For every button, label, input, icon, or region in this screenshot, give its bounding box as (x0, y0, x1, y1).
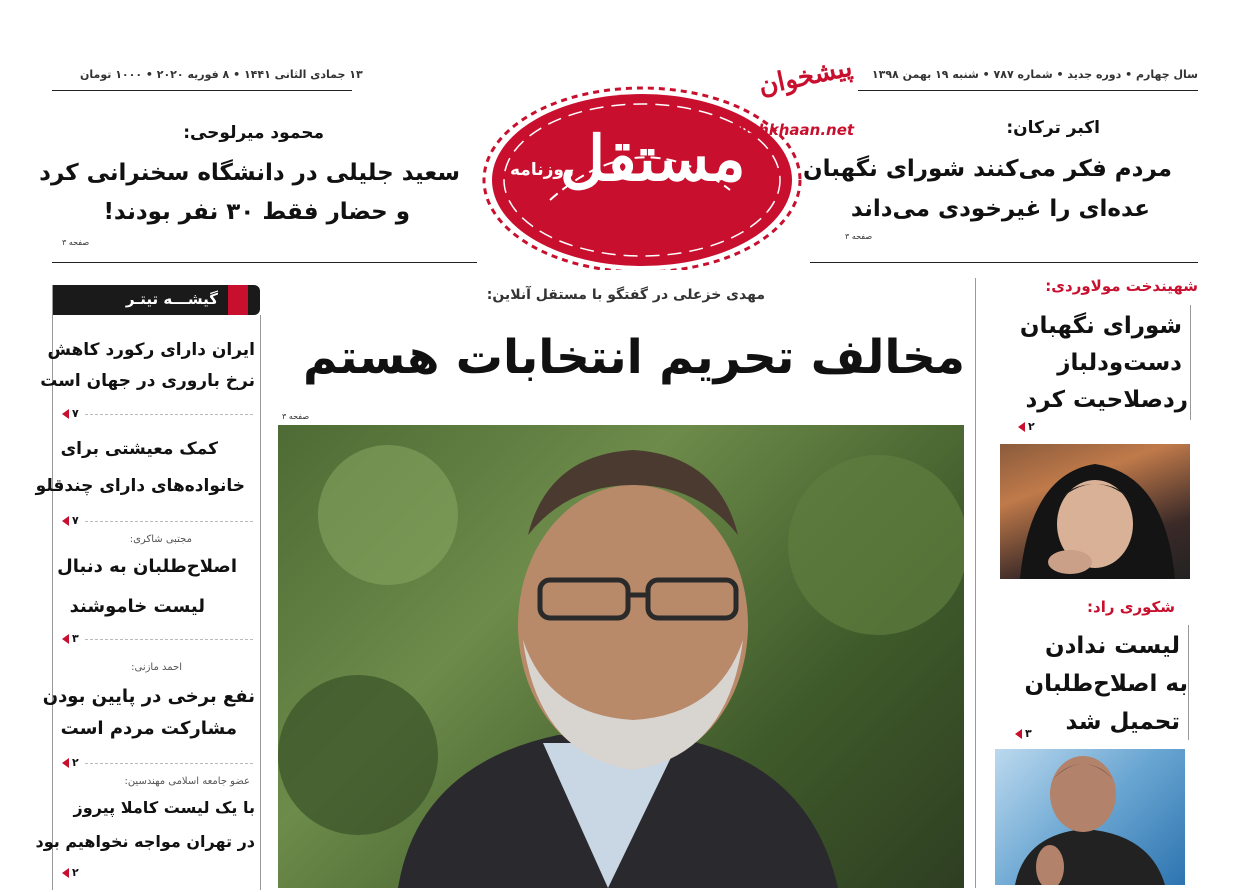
main-kicker: مهدی خزعلی در گفتگو با مستقل آنلاین: (486, 287, 765, 303)
right-item2-side-rule (1188, 625, 1189, 740)
top-left-author: محمود میرلوحی: (183, 123, 324, 143)
right-item2-line1: لیست ندادن (1044, 633, 1180, 659)
portrait-icon (1000, 444, 1190, 579)
section-header-accent (228, 285, 248, 315)
left-item-3-line1: نفع برخی در پایین بودن (42, 686, 255, 707)
left-item-0-page-number: ۷ (72, 407, 79, 420)
top-right-headline-2: عده‌ای را غیرخودی می‌داند (850, 196, 1150, 222)
left-item-0-page (62, 407, 79, 420)
left-item-1-divider (85, 521, 253, 522)
main-headline: مخالف تحریم انتخابات هستم (302, 330, 965, 385)
main-page-ref: صفحه ۳ (282, 412, 310, 421)
left-item-3-page (62, 756, 79, 769)
top-right-author: اکبر ترکان: (1006, 118, 1100, 138)
left-item-3-author: احمد مازنی: (131, 662, 182, 673)
left-item-2-line2: لیست خاموشند (69, 596, 205, 617)
page-pointer-icon (62, 409, 69, 419)
left-item-4-line2: در تهران مواجه نخواهیم بود (35, 832, 255, 851)
left-item-2-line1: اصلاح‌طلبان به دنبال (57, 556, 237, 577)
left-item-4-author: عضو جامعه اسلامی مهندسین: (124, 776, 250, 787)
left-item-3-divider (85, 763, 253, 764)
watermark-url: Pishkhaan.net (733, 121, 855, 139)
left-item-1-page (62, 514, 79, 527)
top-right-headline-1: مردم فکر می‌کنند شورای نگهبان (802, 156, 1172, 182)
top-right-page-ref: صفحه ۳ (845, 232, 873, 241)
left-item-2-page (62, 632, 79, 645)
right-item1-line2: دست‌ودلباز (1057, 350, 1182, 376)
portrait-icon (995, 749, 1185, 885)
right-item2-line2: به اصلاح‌طلبان (1024, 671, 1188, 697)
right-item2-line3: تحمیل شد (1065, 709, 1180, 735)
right-item2-page-number: ۳ (1025, 727, 1032, 740)
rule-top-right-bottom (810, 262, 1198, 263)
main-photo (278, 425, 964, 888)
rule-top-right (858, 90, 1198, 91)
page-pointer-icon (1015, 729, 1022, 739)
right-item1-page-number: ۲ (1028, 420, 1035, 433)
section-title: گیشـــه تیتـر (125, 290, 218, 308)
left-item-3-line2: مشارکت مردم است (60, 718, 237, 739)
right-item1-page (1018, 420, 1035, 433)
page-pointer-icon (62, 758, 69, 768)
left-item-0-divider (85, 414, 253, 415)
left-item-2-author: مجتبی شاکری: (129, 534, 192, 545)
left-item-4-page (62, 866, 79, 879)
top-left-headline-2: و حضار فقط ۳۰ نفر بودند! (103, 199, 410, 225)
page-pointer-icon (62, 516, 69, 526)
right-item2-author: شکوری راد: (1087, 598, 1175, 616)
column-divider-right (975, 278, 976, 888)
page-pointer-icon (1018, 422, 1025, 432)
left-item-4-page-number: ۲ (72, 866, 79, 879)
left-item-2-divider (85, 639, 253, 640)
issue-info: سال چهارم • دوره جدید • شماره ۷۸۷ • شنبه ۱۹ بهمن ۱۳۹۸ (871, 68, 1198, 81)
logo-small-text: روزنامه (510, 160, 574, 180)
left-item-1-page-number: ۷ (72, 514, 79, 527)
rule-top-left (52, 90, 352, 91)
page-pointer-icon (62, 868, 69, 878)
issue-date-left: ۱۳ جمادی الثانی ۱۴۴۱ • ۸ فوریه ۲۰۲۰ • ۱۰۰۰ تومان (80, 68, 363, 81)
watermark-script: پیشخوان (755, 52, 855, 102)
left-item-3-page-number: ۲ (72, 756, 79, 769)
newspaper-logo (480, 80, 805, 270)
right-item1-line1: شورای نگهبان (1019, 313, 1182, 339)
top-left-headline-1: سعید جلیلی در دانشگاه سخنرانی کرد (39, 160, 460, 186)
right-item1-side-rule (1190, 305, 1191, 420)
top-left-page-ref: صفحه ۳ (62, 238, 90, 247)
logo-text: مستقل (560, 122, 746, 195)
section-header-bar (52, 285, 260, 315)
rule-top-left-bottom (52, 262, 477, 263)
left-column-rule (260, 315, 261, 890)
portrait-icon (278, 425, 964, 888)
right-item1-author: شهیندخت مولاوردی: (1045, 277, 1198, 295)
left-item-4-line1: با یک لیست کاملا پیروز (73, 798, 255, 817)
left-item-1-line2: خانواده‌های دارای چندقلو (35, 476, 245, 496)
right-photo-2 (995, 749, 1185, 885)
page-pointer-icon (62, 634, 69, 644)
right-item1-line3: ردصلاحیت کرد (1025, 387, 1188, 413)
left-item-1-line1: کمک معیشتی برای (60, 439, 218, 459)
right-item2-page (1015, 727, 1032, 740)
left-item-0-line2: نرخ باروری در جهان است (40, 371, 255, 391)
left-item-2-page-number: ۳ (72, 632, 79, 645)
left-item-0-line1: ایران دارای رکورد کاهش (47, 340, 255, 360)
right-photo-1 (1000, 444, 1190, 579)
